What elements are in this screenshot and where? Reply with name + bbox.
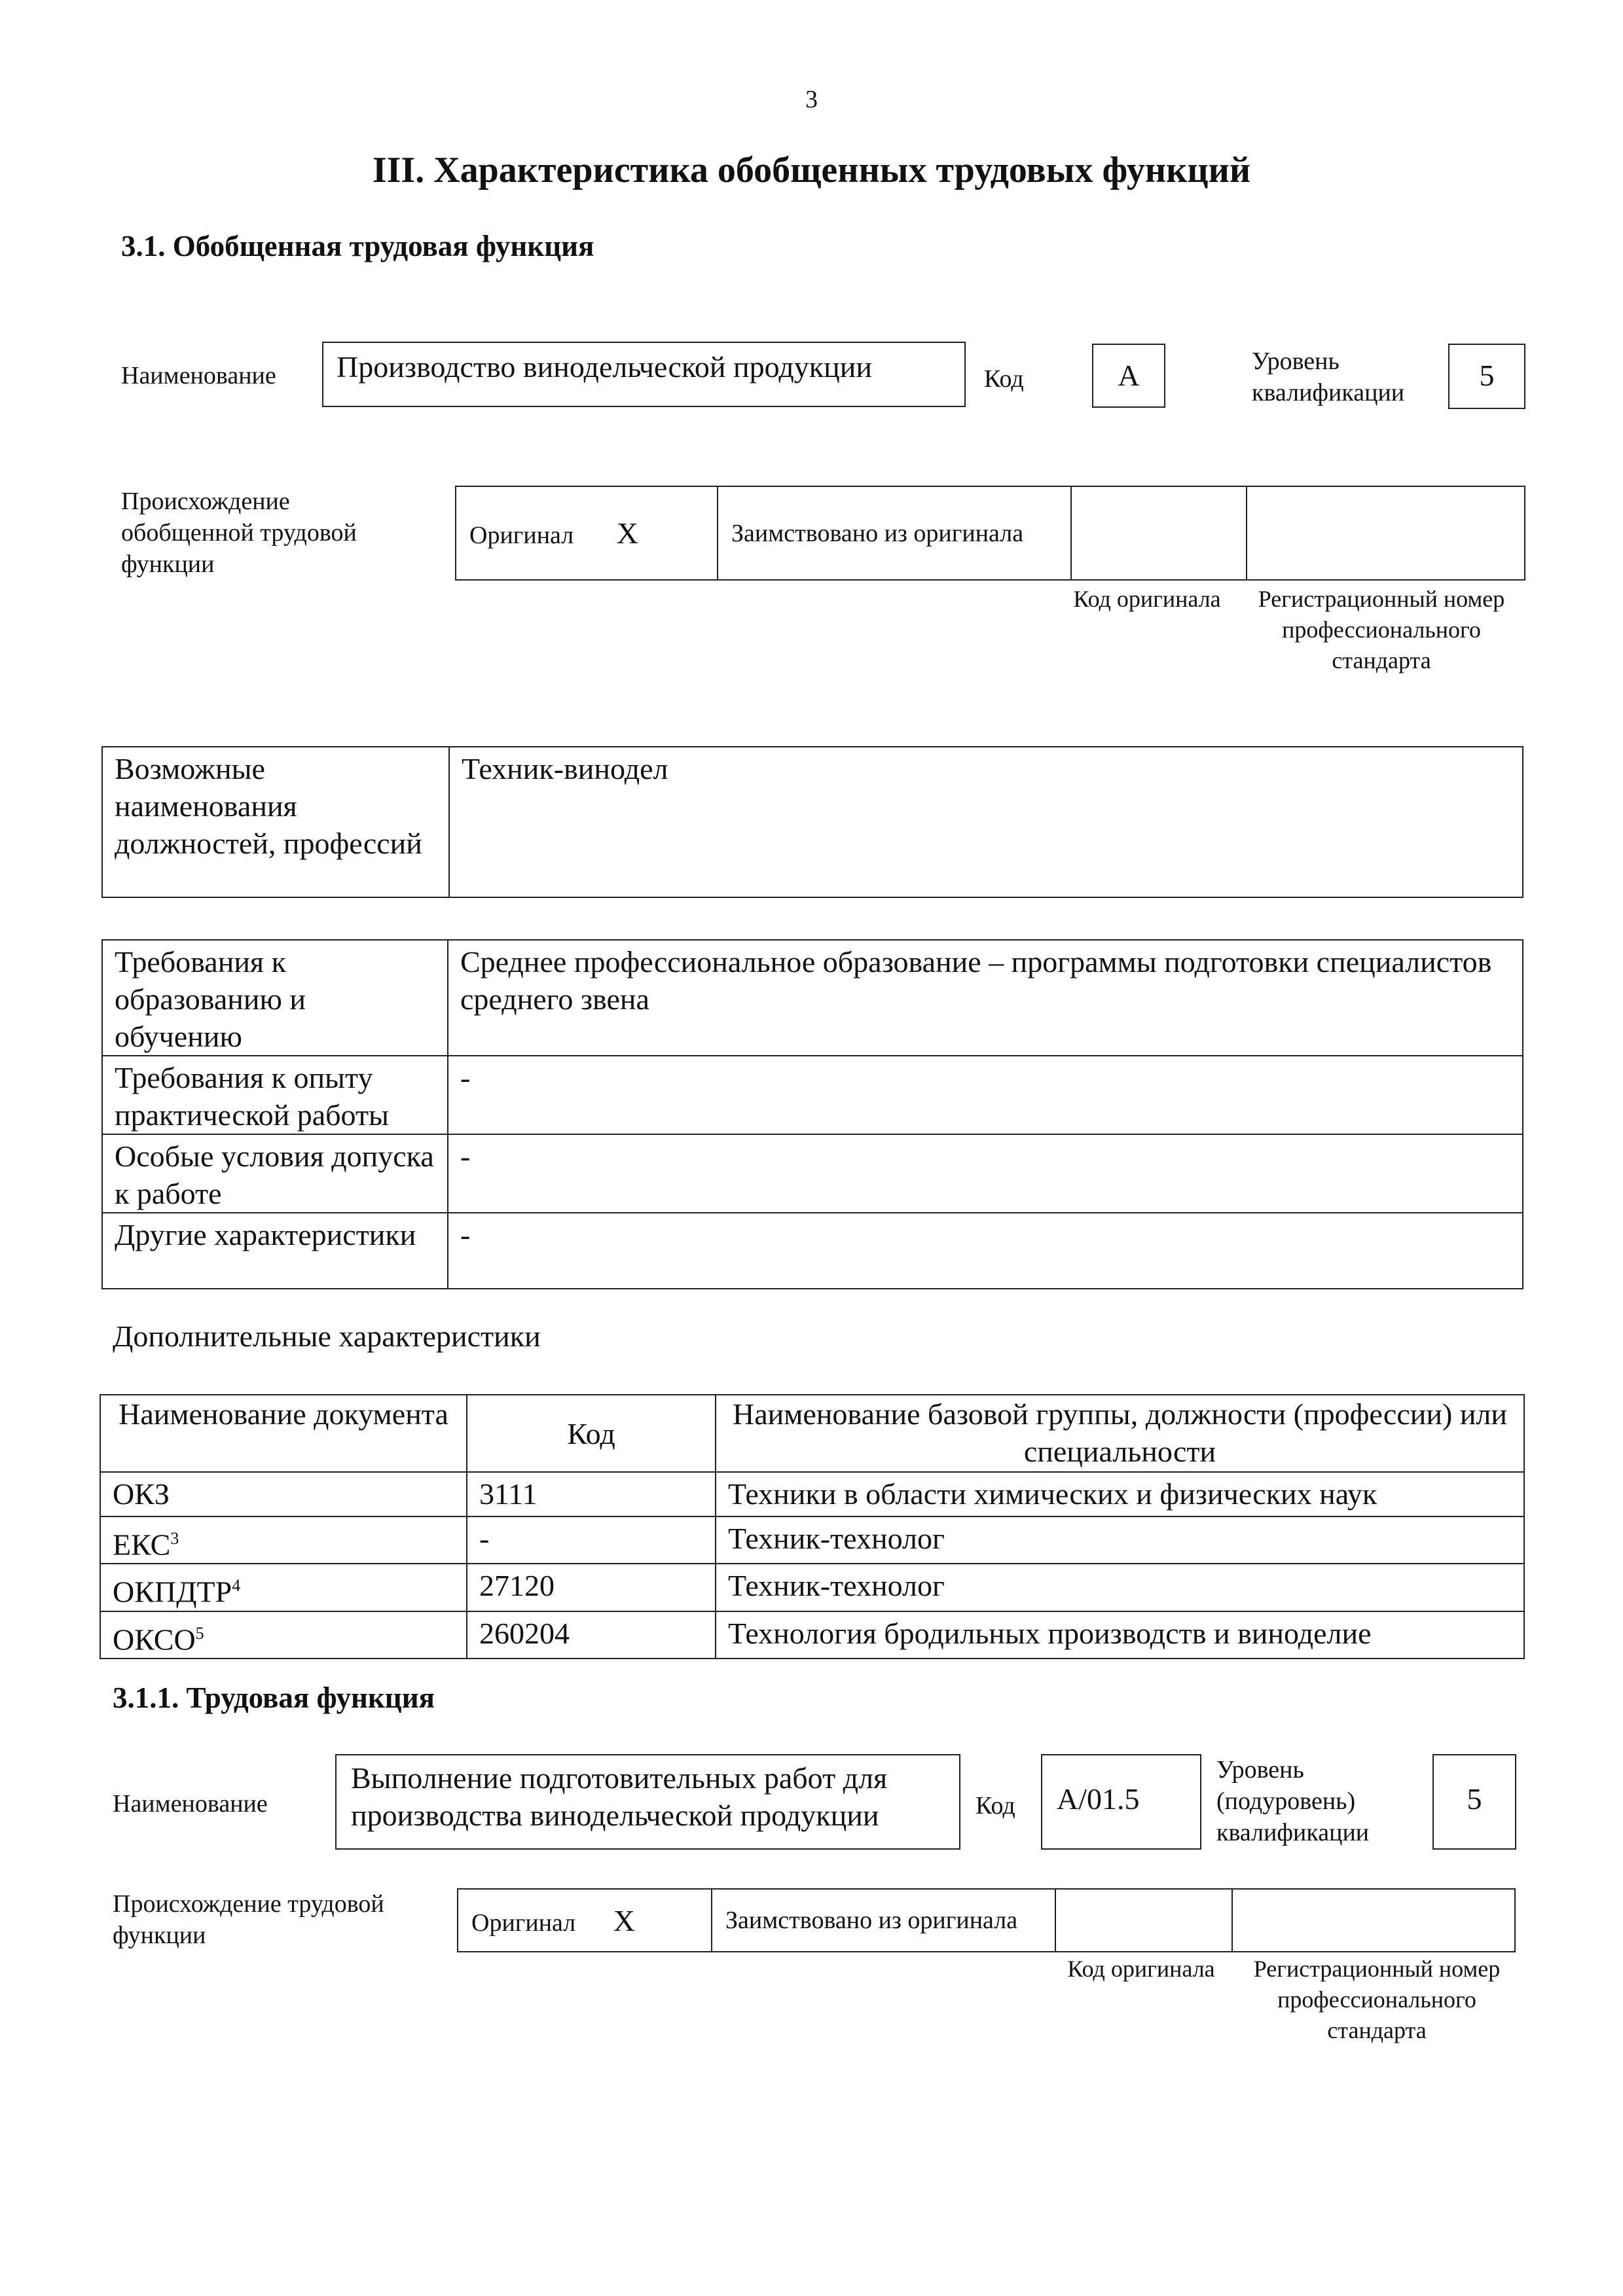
header-name: Наименование базовой группы, должности (профессии) или специальности	[716, 1395, 1524, 1472]
additional-title: Дополнительные характеристики	[113, 1319, 541, 1353]
footnote-mark: 3	[170, 1529, 179, 1548]
gtf-heading: 3.1. Обобщенная трудовая функция	[121, 230, 594, 262]
requirements-row	[102, 1134, 1523, 1213]
row-name: Техник-технолог	[716, 1516, 1524, 1564]
section-title: III. Характеристика обобщенных трудовых функций	[372, 150, 1251, 190]
tf-original-cell	[458, 1889, 712, 1952]
row-doc	[100, 1472, 467, 1516]
requirements-value: -	[448, 1134, 1523, 1213]
page-number: 3	[805, 86, 818, 113]
tf-origin-table	[457, 1888, 1516, 1952]
gtf-level-label: Уровень квалификации	[1252, 348, 1405, 406]
doc-name: ОКПДТР	[113, 1575, 232, 1609]
tf-orig-code-caption: Код оригинала	[1067, 1956, 1215, 1982]
tf-original-label: Оригинал	[471, 1909, 576, 1937]
tf-original-mark: Х	[613, 1903, 635, 1937]
gtf-code-value: А	[1092, 344, 1165, 408]
tf-reg-number-cell	[1232, 1889, 1515, 1952]
requirements-label: Другие характеристики	[102, 1213, 448, 1289]
tf-name-value: Выполнение подготовительных работ для производства винодельческой продукции	[335, 1754, 960, 1850]
gtf-original-label: Оригинал	[469, 522, 574, 549]
positions-value: Техник-винодел	[449, 747, 1523, 897]
table-row	[100, 1516, 1524, 1564]
doc-name: ЕКС	[113, 1528, 171, 1562]
tf-name-label: Наименование	[113, 1790, 268, 1818]
gtf-orig-code-caption: Код оригинала	[1073, 586, 1221, 612]
gtf-reg-number-cell	[1247, 486, 1525, 580]
row-doc	[100, 1564, 467, 1611]
gtf-original-cell	[456, 486, 718, 580]
gtf-original-mark: Х	[616, 516, 638, 550]
header-code: Код	[467, 1395, 716, 1472]
table-row	[100, 1472, 1524, 1516]
gtf-name-value: Производство винодельческой продукции	[322, 342, 966, 407]
row-doc	[100, 1611, 467, 1659]
row-name: Техники в области химических и физических наук	[716, 1472, 1524, 1516]
gtf-origin-table	[455, 486, 1525, 581]
requirements-value: -	[448, 1056, 1523, 1134]
gtf-level-value: 5	[1448, 344, 1525, 409]
additional-table	[100, 1394, 1525, 1659]
row-code: 260204	[467, 1611, 716, 1659]
gtf-code-label: Код	[984, 365, 1024, 393]
gtf-orig-code-cell	[1071, 486, 1247, 580]
requirements-value: -	[448, 1213, 1523, 1289]
gtf-borrowed-label: Заимствовано из оригинала	[718, 486, 1071, 580]
requirements-table	[101, 939, 1523, 1289]
tf-code-value: А/01.5	[1041, 1754, 1201, 1850]
tf-reg-number-caption: Регистрационный номер профессионального стандарта	[1253, 1956, 1501, 2043]
additional-header-row	[100, 1395, 1524, 1472]
table-row	[100, 1611, 1524, 1659]
table-row	[100, 1564, 1524, 1611]
header-document: Наименование документа	[100, 1395, 467, 1472]
requirements-label: Требования к образованию и обучению	[102, 940, 448, 1056]
requirements-row	[102, 940, 1523, 1056]
doc-name: ОКЗ	[113, 1477, 170, 1511]
row-name: Технология бродильных производств и виноделие	[716, 1611, 1524, 1659]
positions-table	[101, 746, 1523, 898]
tf-level-value: 5	[1432, 1754, 1516, 1850]
tf-origin-label: Происхождение трудовой функции	[113, 1890, 384, 1949]
tf-code-label: Код	[976, 1792, 1015, 1820]
tf-level-label: Уровень (подуровень) квалификации	[1216, 1756, 1370, 1846]
requirements-row	[102, 1056, 1523, 1134]
gtf-reg-number-caption: Регистрационный номер профессионального стандарта	[1258, 586, 1505, 673]
requirements-label: Особые условия допуска к работе	[102, 1134, 448, 1213]
tf-orig-code-cell	[1055, 1889, 1232, 1952]
row-code: 3111	[467, 1472, 716, 1516]
row-code: -	[467, 1516, 716, 1564]
positions-label: Возможные наименования должностей, профессий	[102, 747, 449, 897]
tf-heading: 3.1.1. Трудовая функция	[113, 1681, 435, 1714]
requirements-row	[102, 1213, 1523, 1289]
gtf-name-label: Наименование	[121, 362, 276, 389]
requirements-value: Среднее профессиональное образование – программы подготовки специалистов среднего звена	[448, 940, 1523, 1056]
row-doc	[100, 1516, 467, 1564]
footnote-mark: 4	[232, 1576, 241, 1596]
row-code: 27120	[467, 1564, 716, 1611]
requirements-label: Требования к опыту практической работы	[102, 1056, 448, 1134]
tf-borrowed-label: Заимствовано из оригинала	[712, 1889, 1055, 1952]
row-name: Техник-технолог	[716, 1564, 1524, 1611]
doc-name: ОКСО	[113, 1622, 196, 1656]
footnote-mark: 5	[195, 1623, 204, 1643]
gtf-origin-label: Происхождение обобщенной трудовой функции	[121, 488, 357, 578]
